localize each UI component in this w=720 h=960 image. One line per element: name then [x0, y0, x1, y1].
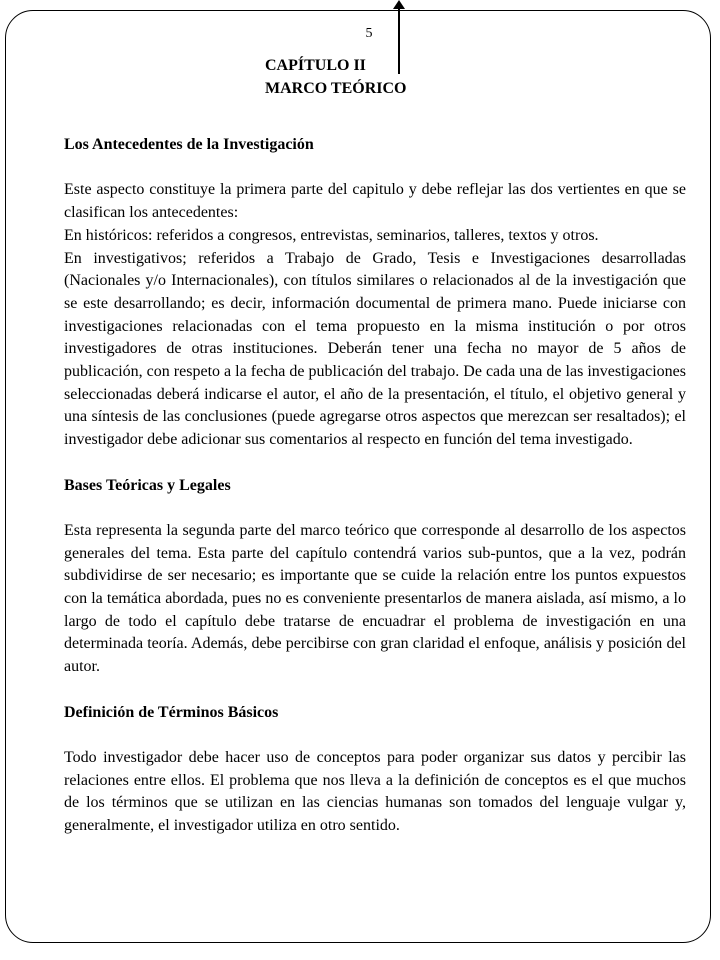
paragraph-definicion: Todo investigador debe hacer uso de conceptos para poder organizar sus datos y percibir las relaciones entre ellos. El problema que nos lleva a la definición de conceptos es el que muchos de los términos que se utilizan en las ciencias humanas son tomados del lenguaje vulgar y, generalmente, el investigador utiliza en otro sentido.	[64, 748, 686, 835]
document-body	[64, 134, 686, 838]
chapter-name: MARCO TEÓRICO	[265, 80, 407, 97]
paragraph-bases: Esta representa la segunda parte del marco teórico que corresponde al desarrollo de los aspectos generales del tema. Esta parte del capítulo contendrá varios sub-puntos, que a la vez, podrán subdividirse de ser necesario; es importante que se cuide la relación entre los puntos expuestos con la temática abordada, pues no es conveniente presentarlos de manera aislada, así mismo, a lo largo de todo el capítulo debe tratarse de encuadrar el problema de investigación en una determinada teoría. Además, debe percibirse con gran claridad el enfoque, análisis y posición del autor.	[64, 521, 686, 676]
paragraph-historicos: En históricos: referidos a congresos, entrevistas, seminarios, talleres, textos y otros.	[64, 226, 599, 244]
page-number: 5	[365, 26, 373, 41]
chapter-number: CAPÍTULO II	[265, 57, 366, 74]
paragraph-investigativos: En investigativos; referidos a Trabajo de Grado, Tesis e Investigaciones desarrolladas (Nacionales y/o Internacionales), con títulos similares o relacionados al de la investigación que se este desarrollando; es decir, información documental de primera mano. Puede iniciarse con investigaciones relacionadas con el tema propuesto en la misma institución o por otros investigadores de otras instituciones. Deberán tener una fecha no mayor de 5 años de publicación, con respeto a la fecha de publicación del trabajo. De cada una de las investigaciones seleccionadas deberá indicarse el autor, el año de la presentación, el título, el objetivo general y una síntesis de las conclusiones (puede agregarse otros aspectos que merezcan ser resaltados); el investigador debe adicionar sus comentarios al respecto en función del tema investigado.	[64, 249, 686, 449]
chapter-title	[265, 54, 407, 100]
section-heading-definicion: Definición de Términos Básicos	[64, 703, 279, 721]
section-heading-antecedentes: Los Antecedentes de la Investigación	[64, 136, 314, 153]
paragraph-antecedentes-intro: Este aspecto constituye la primera parte del capitulo y debe reflejar las dos vertientes en que se clasifican los antecedentes:	[64, 181, 686, 222]
section-heading-bases: Bases Teóricas y Legales	[64, 476, 231, 494]
arrow-up-icon	[393, 0, 405, 9]
